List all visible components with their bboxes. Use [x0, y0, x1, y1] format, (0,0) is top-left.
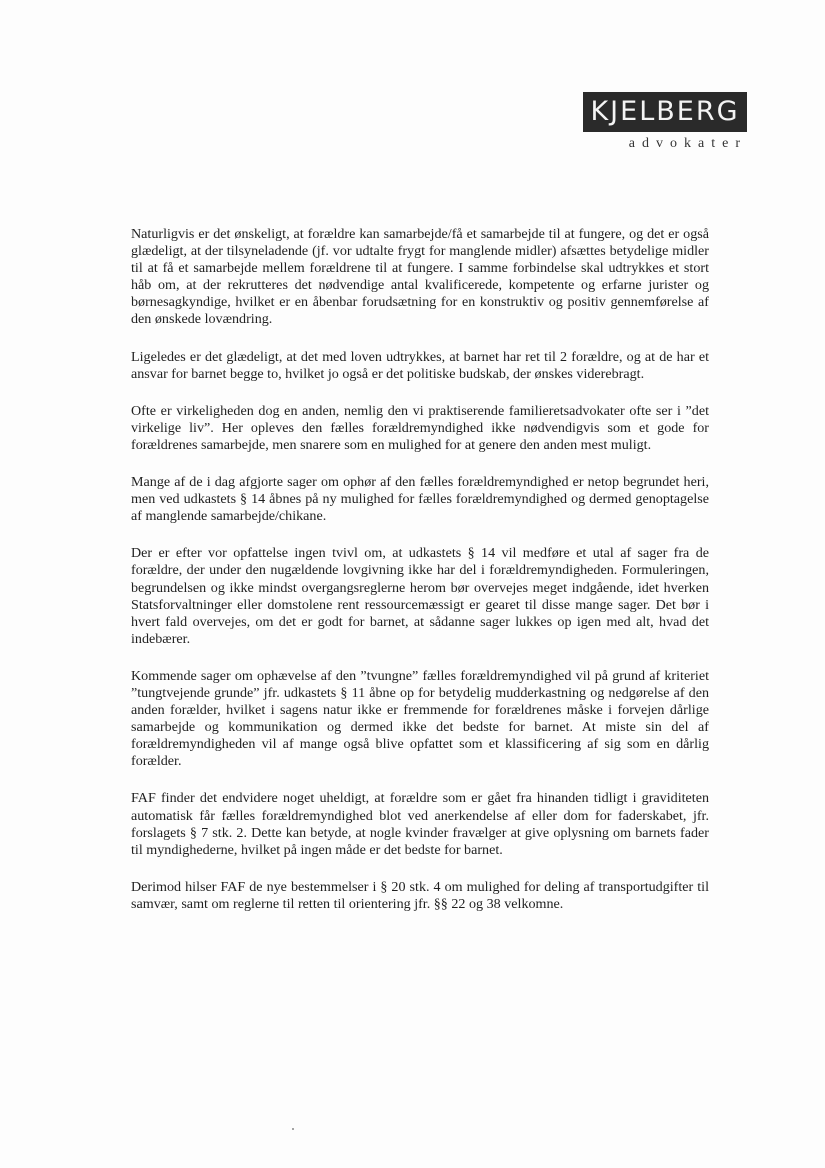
paragraph-3: Ofte er virkeligheden dog en anden, nemlig den vi praktiserende familieretsadvokater ofte ser i ”det virkelige liv”. Her opleves den fælles forældremyndighed ikke nødvendigvis som et gode for forældrenes samarbejde, men snarere som en mulighed for at genere den anden mest muligt. [131, 402, 709, 453]
paragraph-5: Der er efter vor opfattelse ingen tvivl om, at udkastets § 14 vil medføre et utal af sager fra de forældre, der under den nugældende lovgivning ikke har del i forældremyndigheden. Formuleringen, begrundelsen og ikke mindst overgangsreglerne herom bør overvejes meget indgående, idet hverken Statsforvaltninger eller domstolene rent ressourcemæssigt er gearet til disse mange sager. Det bør i hvert fald overvejes, om det er godt for barnet, at sådanne sager lukkes op igen med alt, hvad det indebærer. [131, 545, 709, 647]
paragraph-8: Derimod hilser FAF de nye bestemmelser i § 20 stk. 4 om mulighed for deling af transportudgifter til samvær, samt om reglerne til retten til orientering jfr. §§ 22 og 38 velkomne. [131, 878, 709, 912]
paragraph-6: Kommende sager om ophævelse af den ”tvungne” fælles forældremyndighed vil på grund af kriteriet ”tungtvejende grunde” jfr. udkastets § 11 åbne op for betydelig mudderkastning og nedgørelse af den anden forælder, hvilket i sagens natur ikke er fremmende for forældrenes måske i forvejen dårlige samarbejde og kommunikation og dermed ikke det bedste for barnet. At miste sin del af forældremyndigheden vil af mange også blive opfattet som et klassificering af sig som en dårlig forælder. [131, 667, 709, 770]
paragraph-7: FAF finder det endvidere noget uheldigt, at forældre som er gået fra hinanden tidligt i graviditeten automatisk får fælles forældremyndighed blot ved anerkendelse af eller dom for faderskabet, jfr. forslagets § 7 stk. 2. Dette kan betyde, at nogle kvinder fravælger at give oplysning om barnets fader til myndighederne, hvilket på ingen måde er det bedste for barnet. [131, 790, 709, 858]
letter-body [131, 226, 709, 933]
firm-tagline: advokater [628, 136, 747, 151]
paragraph-4: Mange af de i dag afgjorte sager om ophør af den fælles forældremyndighed er netop begrundet heri, men ved udkastets § 14 åbnes på ny mulighed for fælles forældremyndighed og dermed genoptagelse af manglende samarbejde/chikane. [131, 474, 709, 525]
letterhead [583, 92, 747, 152]
scan-artifact [292, 1128, 294, 1130]
firm-logo: KJELBERG [583, 92, 747, 132]
paragraph-2: Ligeledes er det glædeligt, at det med loven udtrykkes, at barnet har ret til 2 forældre, og at de har et ansvar for barnet begge to, hvilket jo også er det politiske budskab, der ønskes viderebragt. [131, 348, 709, 382]
paragraph-1: Naturligvis er det ønskeligt, at forældre kan samarbejde/få et samarbejde til at fungere, og det er også glædeligt, at der tilsyneladende (jf. vor udtalte frygt for manglende midler) afsættes betydelige midler til at få et samarbejde mellem forældrene til at fungere. I samme forbindelse skal udtrykkes et stort håb om, at der rekrutteres det nødvendige antal kvalificerede, kompetente og erfarne jurister og børnesagkyndige, hvilket er en åbenbar forudsætning for en konstruktiv og positiv gennemførelse af den ønskede lovændring. [131, 226, 709, 328]
